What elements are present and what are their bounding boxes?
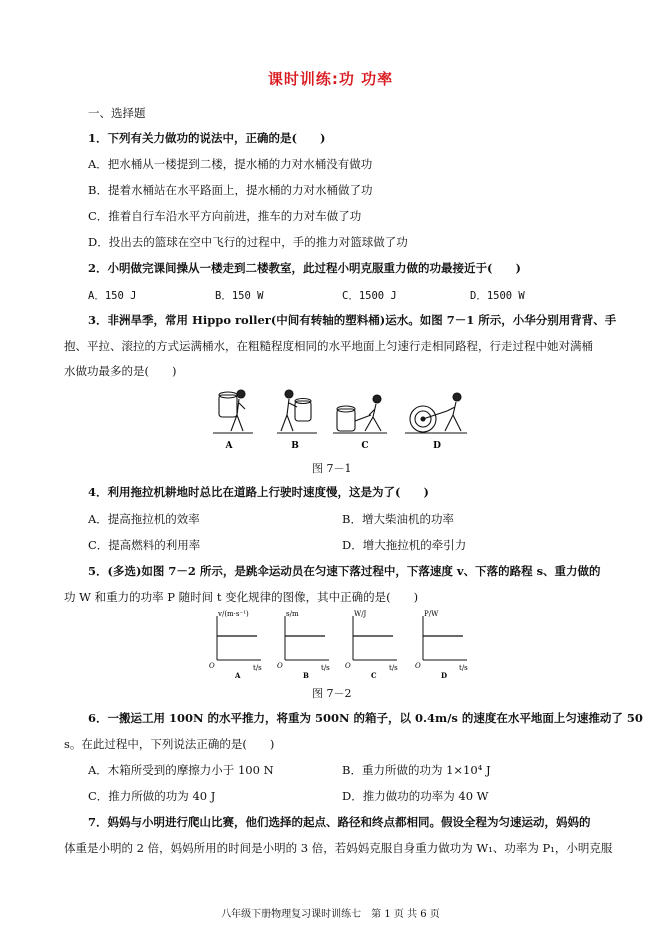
graph-c-xlabel: t/s [389, 664, 398, 672]
q1-option-b: B．提着水桶站在水平路面上，提水桶的力对水桶做了功 [88, 183, 373, 197]
figure-label-a: A [225, 441, 233, 451]
figure-label-b: B [291, 441, 299, 451]
q6-option-a: A．木箱所受到的摩擦力小于 100 N [88, 763, 274, 777]
q5-line1: 5．(多选)如图 7－2 所示，是跳伞运动员在匀速下落过程中，下落速度 v、下落的路程 s、重力做的 [88, 564, 601, 578]
graph-c-letter: C [371, 671, 377, 680]
q7-line1: 7．妈妈与小明进行爬山比赛，他们选择的起点、路径和终点都相同。假设全程为匀速运动，妈妈的 [88, 815, 591, 829]
figure-7-2-graphs [205, 608, 475, 680]
graph-d-origin: O [415, 662, 421, 670]
graph-b-letter: B [303, 671, 309, 680]
q6-line1: 6．一搬运工用 100N 的水平推力，将重为 500N 的箱子，以 0.4m/s 的速度在水平地面上匀速推动了 50 [88, 711, 643, 725]
q3-line3: 水做功最多的是( ) [64, 364, 177, 378]
q6-line2: s。在此过程中，下列说法正确的是( ) [64, 737, 275, 751]
graph-a-xlabel: t/s [253, 664, 262, 672]
graph-d-xlabel: t/s [459, 664, 468, 672]
q3-line1: 3．非洲旱季，常用 Hippo roller(中间有转轴的塑料桶)运水。如图 7－1 所示，小华分别用背背、手 [88, 313, 617, 327]
q7-line2: 体重是小明的 2 倍，妈妈所用的时间是小明的 3 倍，若妈妈克服自身重力做功为 W₁、功率为 P₁，小明克服 [64, 841, 613, 855]
q4-option-b: B．增大柴油机的功率 [342, 512, 454, 526]
q1-option-c: C．推着自行车沿水平方向前进，推车的力对车做了功 [88, 209, 362, 223]
q2-stem: 2．小明做完课间操从一楼走到二楼教室，此过程小明克服重力做的功最接近于( ) [88, 261, 521, 275]
graph-a-letter: A [235, 671, 241, 680]
q4-stem: 4．利用拖拉机耕地时总比在道路上行驶时速度慢，这是为了( ) [88, 485, 429, 499]
q4-option-c: C．提高燃料的利用率 [88, 538, 201, 552]
q4-option-a: A．提高拖拉机的效率 [88, 512, 200, 526]
graph-c [353, 616, 397, 660]
graph-a-ylabel: v/(m·s⁻¹) [218, 610, 249, 618]
figure-b-hold-carry [277, 390, 317, 433]
q3-line2: 抱、平拉、滚拉的方式运满桶水，在粗糙程度相同的水平地面上匀速行走相同路程，行走过程中她对满桶 [64, 339, 593, 353]
section-heading: 一、选择题 [88, 106, 146, 120]
graph-a [217, 616, 261, 660]
q6-option-c: C．推力所做的功为 40 J [88, 789, 216, 803]
graph-c-ylabel: W/J [354, 610, 367, 618]
q6-option-d: D．推力做功的功率为 40 W [342, 789, 489, 803]
q2-option-a: A．150 J [88, 290, 137, 302]
q2-option-d: D．1500 W [470, 290, 525, 302]
graph-c-origin: O [345, 662, 351, 670]
page-footer: 八年级下册物理复习课时训练七 第 1 页 共 6 页 [221, 909, 440, 920]
q1-option-d: D．投出去的篮球在空中飞行的过程中，手的推力对篮球做了功 [88, 235, 408, 249]
q1-option-a: A．把水桶从一楼提到二楼，提水桶的力对水桶没有做功 [88, 157, 373, 171]
figure-label-c: C [361, 441, 369, 451]
graph-d [423, 616, 467, 660]
figure-c-flat-pull [333, 395, 387, 433]
q2-option-b: B．150 W [215, 290, 264, 302]
q6-option-b: B．重力所做的功为 1×10⁴ J [342, 763, 491, 777]
q1-stem: 1．下列有关力做功的说法中，正确的是( ) [88, 131, 326, 145]
figure-7-1-illustration [205, 385, 475, 453]
figure-7-2-caption: 图 7－2 [312, 687, 352, 700]
figure-label-d: D [433, 441, 441, 451]
graph-b-xlabel: t/s [321, 664, 330, 672]
page-title: 课时训练:功 功率 [267, 70, 394, 88]
figure-7-1-caption: 图 7－1 [312, 462, 352, 475]
q2-option-c: C．1500 J [342, 290, 397, 302]
graph-d-ylabel: P/W [424, 610, 439, 618]
graph-b [285, 616, 329, 660]
figure-a-back-carry [213, 390, 253, 433]
graph-d-letter: D [441, 671, 448, 680]
q4-option-d: D．增大拖拉机的牵引力 [342, 538, 467, 552]
figure-d-roll-pull [405, 393, 467, 433]
graph-a-origin: O [209, 662, 215, 670]
graph-b-origin: O [277, 662, 283, 670]
q5-line2: 功 W 和重力的功率 P 随时间 t 变化规律的图像，其中正确的是( ) [64, 590, 419, 604]
graph-b-ylabel: s/m [286, 610, 299, 618]
